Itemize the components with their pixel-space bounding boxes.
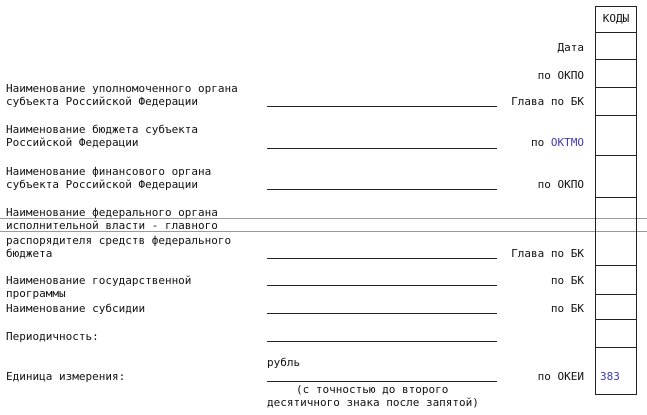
- codes-header: КОДЫ: [602, 12, 630, 25]
- budget-name-label-2: Российской Федерации: [6, 136, 139, 149]
- codes-column: [595, 6, 637, 395]
- federal-body-label-3: распорядителя средств федерального: [6, 234, 232, 247]
- finance-body-label-1: Наименование финансового органа: [6, 165, 212, 178]
- program-code-label: по БК: [550, 274, 584, 287]
- authorized-body-label-1: Наименование уполномоченного органа: [6, 82, 238, 95]
- authorized-body-field[interactable]: [267, 106, 497, 107]
- federal-body-label-2: исполнительной власти - главного: [6, 219, 218, 232]
- unit-field[interactable]: [267, 381, 497, 382]
- budget-name-field[interactable]: [267, 148, 497, 149]
- oktmo-link[interactable]: ОКТМО: [550, 136, 584, 149]
- unit-note-2: десятичного знака после запятой): [267, 396, 479, 409]
- finance-body-label-2: субъекта Российской Федерации: [6, 178, 199, 191]
- finance-body-field[interactable]: [267, 189, 497, 190]
- federal-body-field[interactable]: [267, 258, 497, 259]
- periodicity-label: Периодичность:: [6, 330, 99, 343]
- okei-code[interactable]: 383: [600, 370, 620, 383]
- federal-body-label-1: Наименование федерального органа: [6, 206, 218, 219]
- program-field[interactable]: [267, 285, 497, 286]
- periodicity-field[interactable]: [267, 341, 497, 342]
- unit-value: рубль: [267, 356, 301, 369]
- unit-label: Единица измерения:: [6, 370, 126, 383]
- federal-body-code-label: Глава по БК: [511, 247, 584, 260]
- authorized-body-code-label: Глава по БК: [511, 95, 584, 108]
- federal-body-label-4: бюджета: [6, 247, 53, 260]
- subsidy-field[interactable]: [267, 313, 497, 314]
- finance-body-code-label: по ОКПО: [537, 178, 584, 191]
- program-label-2: программы: [6, 287, 66, 300]
- authorized-body-label-2: субъекта Российской Федерации: [6, 95, 199, 108]
- oktmo-prefix: по: [531, 136, 551, 149]
- unit-note-1: (с точностью до второго: [296, 383, 449, 396]
- subsidy-code-label: по БК: [550, 302, 584, 315]
- budget-name-label-1: Наименование бюджета субъекта: [6, 123, 199, 136]
- date-label: Дата: [557, 41, 584, 54]
- program-label-1: Наименование государственной: [6, 274, 192, 287]
- subsidy-label: Наименование субсидии: [6, 302, 146, 315]
- okpo-label: по ОКПО: [537, 69, 584, 82]
- okei-label: по ОКЕИ: [537, 370, 584, 383]
- oktmo-code-label: [470, 136, 584, 149]
